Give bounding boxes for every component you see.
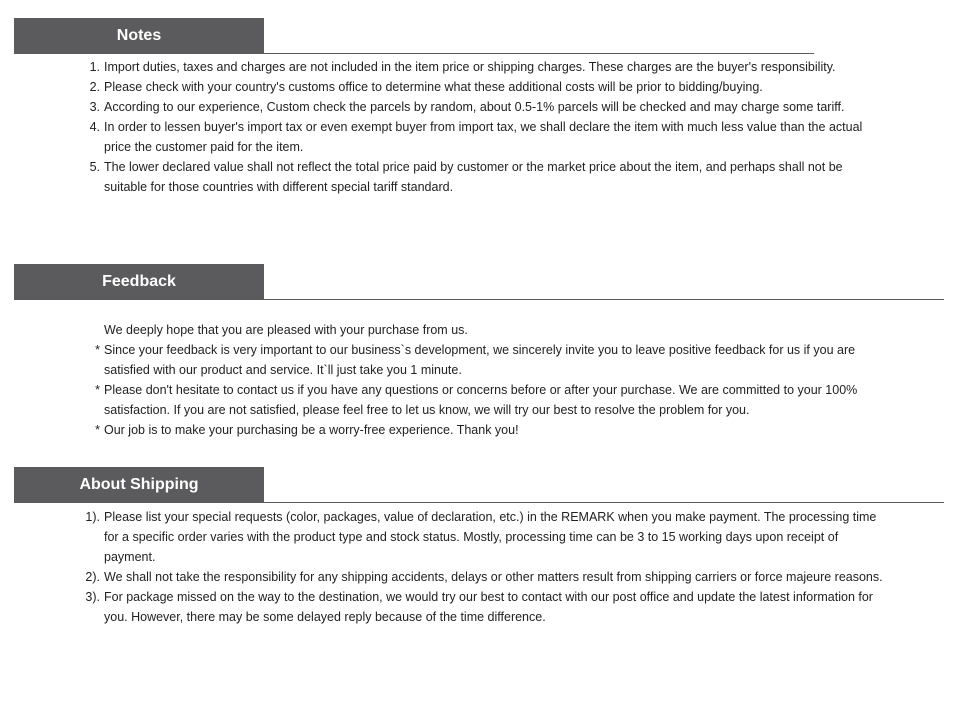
shipping-header: About Shipping — [14, 467, 264, 503]
list-marker: 5. — [89, 160, 100, 174]
list-item-text: We shall not take the responsibility for any shipping accidents, delays or other matters result from shipping carriers or force majeure reasons. — [104, 570, 883, 584]
list-marker: 4. — [89, 120, 100, 134]
shipping-divider — [14, 502, 944, 503]
list-item — [0, 380, 884, 420]
list-marker: * — [95, 423, 100, 437]
list-marker: * — [95, 383, 100, 397]
list-marker: 1). — [85, 510, 100, 524]
list-marker: 3). — [85, 590, 100, 604]
list-item — [0, 320, 884, 340]
list-item-text: For package missed on the way to the destination, we would try our best to contact with our post office and update the latest information for you. However, there may be some delayed reply because of the time difference. — [104, 590, 873, 624]
feedback-list — [0, 320, 884, 440]
list-item-text: We deeply hope that you are pleased with your purchase from us. — [104, 323, 468, 337]
list-item-text: In order to lessen buyer's import tax or even exempt buyer from import tax, we shall declare the item with much less value than the actual price the customer paid for the item. — [104, 120, 863, 154]
list-item — [0, 57, 884, 77]
notes-list — [0, 57, 884, 197]
list-item — [0, 77, 884, 97]
list-item — [0, 157, 884, 197]
list-item-text: Please check with your country's customs office to determine what these additional costs will be prior to bidding/buying. — [104, 80, 763, 94]
list-item-text: Since your feedback is very important to our business`s development, we sincerely invite you to leave positive feedback for us if you are satisfied with our product and service. It`ll just take you 1 minute. — [104, 343, 856, 377]
feedback-divider — [14, 299, 944, 300]
notes-divider — [14, 53, 814, 54]
list-item-text: Please don't hesitate to contact us if you have any questions or concerns before or after your purchase. We are committed to your 100% satisfaction. If you are not satisfied, please feel free to let us know, we will try our best to resolve the problem for you. — [104, 383, 858, 417]
list-marker: 2. — [89, 80, 100, 94]
list-item-text: Please list your special requests (color, packages, value of declaration, etc.) in the REMARK when you make payment. The processing time for a specific order varies with the product type and stock status. Mostly, processing time can be 3 to 15 working days upon receipt of payment. — [104, 510, 877, 564]
list-item-text: The lower declared value shall not reflect the total price paid by customer or the market price about the item, and perhaps shall not be suitable for those countries with different special tariff standard. — [104, 160, 843, 194]
list-item — [0, 340, 884, 380]
list-item-text: Import duties, taxes and charges are not included in the item price or shipping charges. These charges are the buyer's responsibility. — [104, 60, 836, 74]
list-item — [0, 420, 884, 440]
list-marker: 3. — [89, 100, 100, 114]
list-item — [0, 567, 884, 587]
list-marker: 2). — [85, 570, 100, 584]
list-marker: 1. — [89, 60, 100, 74]
list-item — [0, 117, 884, 157]
list-marker: * — [95, 343, 100, 357]
notes-header: Notes — [14, 18, 264, 54]
list-item-text: According to our experience, Custom check the parcels by random, about 0.5-1% parcels will be checked and may charge some tariff. — [104, 100, 845, 114]
shipping-list — [0, 507, 884, 627]
list-item-text: Our job is to make your purchasing be a worry-free experience. Thank you! — [104, 423, 519, 437]
feedback-header: Feedback — [14, 264, 264, 300]
list-item — [0, 587, 884, 627]
list-item — [0, 507, 884, 567]
list-item — [0, 97, 884, 117]
